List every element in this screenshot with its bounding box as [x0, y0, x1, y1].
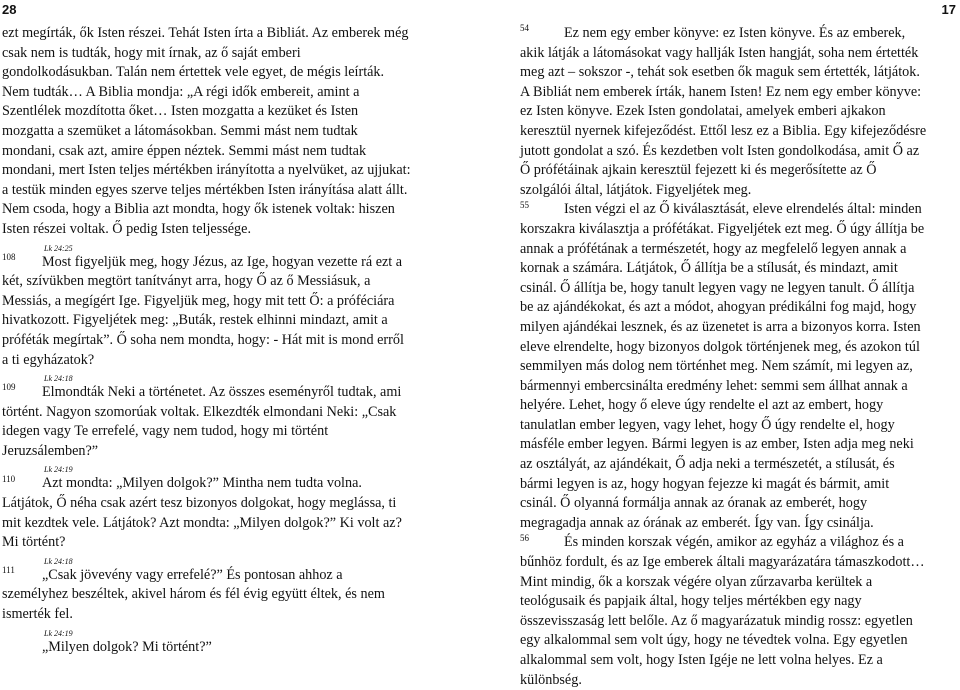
first-line-text: Most figyeljük meg, hogy Jézus, az Ige, hogyan vezette rá ezt a [42, 253, 403, 270]
verse-109-paragraph [2, 383, 446, 461]
text-line: korszakra kiválasztja a prófétákat. Figyeljétek ezt meg. Ő úgy állítja be [520, 220, 925, 237]
text-line: csinál. Ő állítja be, hogy tanult legyen vagy ne legyen tanult. Ő állítja [520, 279, 915, 296]
text-line: 110 Azt mondta: „Milyen dolgok?” Mintha nem tudta volna. [2, 473, 362, 492]
text-line: csak nem is tudták, hogy mit írnak, az ő saját emberi [2, 44, 301, 61]
text-line: 111 „Csak jövevény vagy errefelé?” És pontosan ahhoz a [2, 565, 343, 583]
text-line: az osztályát, az ajándékait, Ő adja neki a természetét, a stílusát, és [520, 456, 895, 473]
text-line: helyére. Lehet, hogy ő eleve úgy rendelte el azt az embert, hogy [520, 397, 884, 414]
text-line: 56 És minden korszak végén, amikor az egyház a világhoz és a [520, 532, 904, 551]
text-line: A Bibliát nem emberek írták, hanem Isten! Ez nem egy ember könyve: [520, 83, 922, 100]
text-line: hivatkozott. Figyeljétek meg: „Buták, restek elhinni mindazt, amit a [2, 312, 388, 329]
text-line: bármi legyen is az, hogy hogyan fejezze ki magát és bármit, amit [520, 475, 890, 492]
scripture-reference: Lk 24:25 [44, 243, 73, 253]
page-number-left: 28 [2, 2, 17, 17]
text-line: másféle ember legyen. Bármi legyen is az ember, Isten adja meg neki [520, 436, 914, 453]
text-line: idegen vagy Te errefelé, vagy nem tudod, hogy mi történt [2, 423, 329, 440]
text-line: Nem csoda, hogy a Biblia azt mondta, hogy ők istenek voltak: hiszen [2, 201, 395, 218]
text-line: szolgálói által, látjátok. Figyeljétek meg. [520, 181, 752, 198]
scripture-reference: Lk 24:19 [44, 628, 73, 638]
paragraph-54 [520, 24, 956, 200]
first-line-text: Azt mondta: „Milyen dolgok?” Mintha nem tudta volna. [42, 475, 362, 492]
paragraph-56 [520, 533, 956, 690]
text-line: bármennyi embercsinálta eredmény lehet: semmi sem állhat annak a [520, 377, 908, 394]
text-line: mondani, csak azt, amire éppen néztek. Semmi mást nem tudtak [2, 142, 367, 159]
text-line: ezt megírták, ők Isten részei. Tehát Isten írta a Bibliát. Az emberek még [2, 25, 409, 41]
text-line [2, 638, 446, 658]
text-line: mondani, mert Isten teljes mértékben irányította a nyelvüket, az ujjukat: [2, 162, 411, 179]
text-line: milyen ajándékai lesznek, és az üzenetet is arra a bizonyos korra. Isten [520, 318, 921, 335]
text-line: 54 Ez nem egy ember könyve: ez Isten könyve. És az emberek, [520, 23, 906, 41]
text-line: Látjátok, Ő néha csak azért tesz bizonyos dolgokat, hogy meglássa, ti [2, 495, 397, 512]
text-line: 108 Most figyeljük meg, hogy Jézus, az Ige, hogyan vezette rá ezt a [2, 251, 403, 270]
text-line: Szentlélek mozdította őket… Isten mozgatta a kezüket és Isten [2, 103, 359, 120]
text-line: próféták megírtak”. Ő soha nem mondta, hogy: - Hát mit is mond erről [2, 331, 404, 348]
closing-quote [2, 638, 446, 658]
text-line: mozgatta a szemüket a látomásokban. Semmi mást nem tudtak [2, 122, 358, 139]
right-column [520, 24, 956, 690]
text-line: egy alkalommal sem volt úgy, hogy ne tévedtek volna. Egy egyetlen [520, 632, 908, 649]
text-line: gondolkodásukban. Talán nem értettek vele egyet, de mégis leírták. [2, 64, 385, 81]
scripture-reference: Lk 24:18 [44, 374, 73, 384]
text-line: ez Isten könyve. Ezek Isten gondolatai, amelyek emberi ajkakon [520, 103, 886, 120]
intro-paragraph [2, 24, 446, 240]
text-line: mit kezdtek vele. Látjátok? Azt mondta: „Milyen dolgok?” Ki volt az? [2, 514, 402, 531]
first-line-text: Elmondták Neki a történetet. Az összes eseményről tudtak, ami [42, 384, 402, 401]
text-line: csinál. Ő olyanná formálja annak az óranak az emberét, hogy [520, 495, 868, 512]
first-line-text: Ez nem egy ember könyve: ez Isten könyve. És az emberek, [564, 25, 906, 41]
text-line: semmilyen más dolog nem történhet meg. Nem számít, mi legyen az, [520, 358, 913, 375]
text-line: különbség. [520, 671, 582, 688]
text-line: eleve elrendelte, hogy bizonyos dolgok történjenek meg, és azokon túl [520, 338, 920, 355]
text-line: bűnhöz fordult, és az Ige emberek általi magyarázatára támaszkodott… [520, 554, 925, 571]
text-line: meg azt – sokszor -, tehát sok esetben ők maguk sem értették, látjátok. [520, 64, 920, 81]
text-line: két, szívükben megtört tanítványt arra, hogy Ő az ő Messiásuk, a [2, 273, 371, 290]
text-line: keresztül nyernek kifejeződést. Ettől lesz ez a Biblia. Egy kifejeződésre [520, 122, 927, 139]
closing-text: „Milyen dolgok? Mi történt?” [42, 638, 212, 655]
text-line: 55 Isten végzi el az Ő kiválasztását, eleve elrendelés által: minden [520, 199, 922, 218]
text-line: Jeruzsálemben?” [2, 442, 99, 459]
text-line: a ti egyházatok? [2, 351, 95, 368]
first-line-text: „Csak jövevény vagy errefelé?” És pontosan ahhoz a [42, 566, 343, 583]
text-line: Mint mindig, ők a korszak végére olyan zűrzavarba kerültek a [520, 573, 873, 590]
text-line: Messiás, a megígért Ige. Figyeljük meg, hogy mit tett Ő: a próféciára [2, 292, 395, 309]
text-line: megragadja annak az órának az emberét. Így van. Így csinálja. [520, 514, 874, 531]
verse-110-paragraph [2, 474, 446, 552]
text-line: tanulatlan ember legyen, vagy lehet, hogy Ő úgy rendelte el, hogy [520, 416, 895, 433]
scripture-reference: Lk 24:19 [44, 465, 73, 475]
text-line: személyhez beszéltek, akivel három és fél évig együtt éltek, és nem [2, 586, 385, 603]
text-line: be az ajándékokat, és azt a módot, ahogyan prédikálni fog majd, hogy [520, 299, 917, 316]
text-line: akik látják a látomásokat vagy hallják Isten hangját, soha nem értették [520, 44, 919, 61]
text-line: ismerték fel. [2, 606, 73, 623]
text-line: 109 Elmondták Neki a történetet. Az összes eseményről tudtak, ami [2, 382, 402, 401]
text-line: jutott gondolat a szó. És kezdetben volt Isten gondolkodása, amit Ő az [520, 142, 920, 159]
scripture-reference: Lk 24:18 [44, 556, 73, 566]
first-line-text: Isten végzi el az Ő kiválasztását, eleve elrendelés által: minden [564, 201, 922, 218]
text-line: történt. Nagyon szomorúak voltak. Elkezdték elmondani Neki: „Csak [2, 403, 397, 420]
text-line: Isten részei voltak. Ő pedig Isten teljessége. [2, 220, 251, 237]
text-line: alkalommal sem volt, hogy Isten Igéje ne lett volna helyes. Ez a [520, 652, 883, 668]
text-line: Ő prófétáinak ajkain keresztül fejezett ki és megerősítette az Ő [520, 162, 877, 179]
page-number-right: 17 [941, 2, 956, 17]
left-column [2, 24, 446, 657]
first-line-text: És minden korszak végén, amikor az egyház a világhoz és a [564, 534, 904, 551]
paragraph-55 [520, 200, 956, 533]
verse-111-paragraph [2, 566, 446, 625]
text-line: annak a prófétának a természetét, hogy az megfelelő legyen annak a [520, 240, 907, 257]
text-line: teológusaik és papjaik által, hogy teljes mértékben egy nagy [520, 593, 862, 610]
text-line: kornak a számára. Látjátok, Ő állítja be a stílusát, és mindazt, amit [520, 260, 898, 277]
text-line: összevisszaság lett belőle. Az ő magyarázatuk mindig rossz: egyetlen [520, 612, 913, 629]
text-line: a testük minden egyes szerve teljes mértékben Isten irányítása alatt állt. [2, 181, 408, 198]
text-line: Mi történt? [2, 534, 66, 551]
verse-108-paragraph [2, 253, 446, 371]
text-line: Nem tudták… A Biblia mondja: „A régi idők embereit, amint a [2, 83, 360, 100]
